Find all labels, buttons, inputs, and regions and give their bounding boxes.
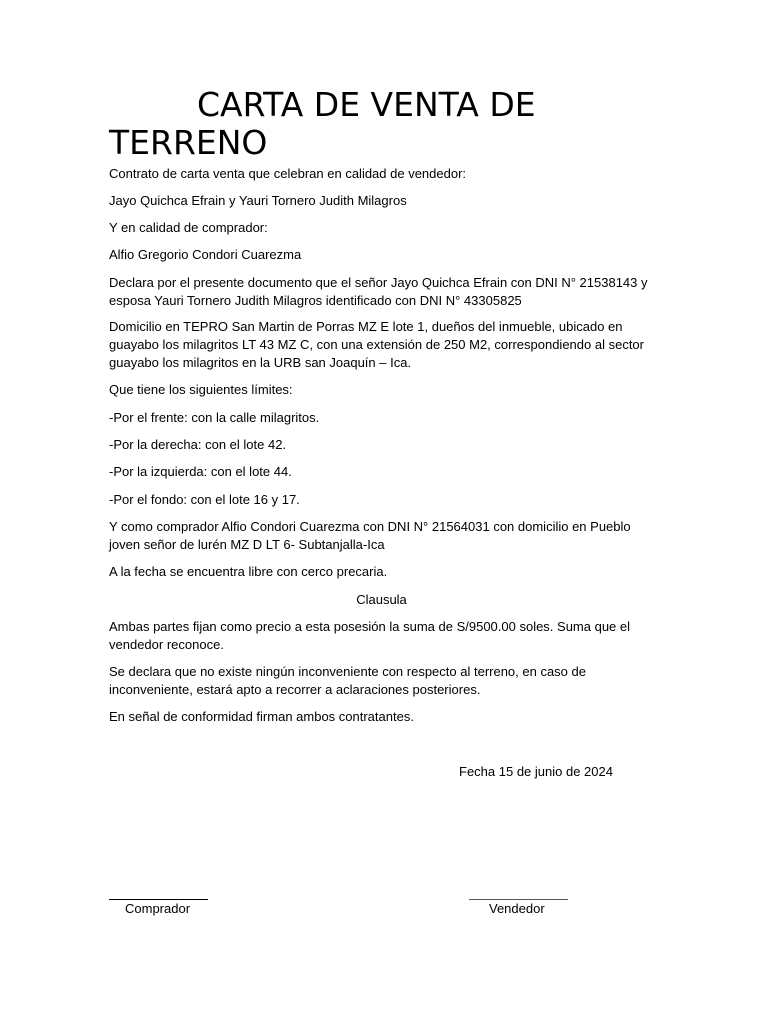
title-line-1: CARTA DE VENTA DE [197,85,536,124]
paragraph-buyer-intro: Y en calidad de comprador: [109,220,268,235]
paragraph-limits-intro: Que tiene los siguientes límites: [109,382,293,397]
paragraph-price: Ambas partes fijan como precio a esta posesión la suma de S/9500.00 soles. Suma que el vendedor reconoce. [109,619,631,652]
limit-front: -Por el frente: con la calle milagritos. [109,410,320,425]
clause-heading: Clausula [356,592,407,607]
limit-right: -Por la derecha: con el lote 42. [109,437,287,452]
paragraph-intro: Contrato de carta venta que celebran en calidad de vendedor: [109,166,467,181]
seller-signature-label: Vendedor [489,901,545,916]
paragraph-no-issues: Se declara que no existe ningún inconveniente con respecto al terreno, en caso de inconveniente, estará apto a recorrer a aclaraciones posteriores. [109,664,586,697]
paragraph-declaration: Declara por el presente documento que el señor Jayo Quichca Efrain con DNI N° 21538143 y esposa Yauri Tornero Judith Milagros identificado con DNI N° 43305825 [109,275,648,308]
paragraph-sellers: Jayo Quichca Efrain y Yauri Tornero Judith Milagros [109,193,407,208]
paragraph-buyer-name: Alfio Gregorio Condori Cuarezma [109,247,302,262]
paragraph-status: A la fecha se encuentra libre con cerco precaria. [109,564,388,579]
limit-left: -Por la izquierda: con el lote 44. [109,464,292,479]
paragraph-conformity: En señal de conformidad firman ambos contratantes. [109,709,414,724]
title-line-2: TERRENO [109,123,268,162]
paragraph-buyer-details: Y como comprador Alfio Condori Cuarezma con DNI N° 21564031 con domicilio en Pueblo joven señor de lurén MZ D LT 6- Subtanjalla-Ica [109,519,631,552]
buyer-signature-label: Comprador [125,901,191,916]
document-date: Fecha 15 de junio de 2024 [459,764,613,779]
document-title [109,86,649,162]
limit-back: -Por el fondo: con el lote 16 y 17. [109,492,300,507]
paragraph-domicile: Domicilio en TEPRO San Martin de Porras MZ E lote 1, dueños del inmueble, ubicado en guayabo los milagritos LT 43 MZ C, con una extensión de 250 M2, correspondiendo al sector guayabo los milagritos en la URB san Joaquín – Ica. [109,319,644,370]
